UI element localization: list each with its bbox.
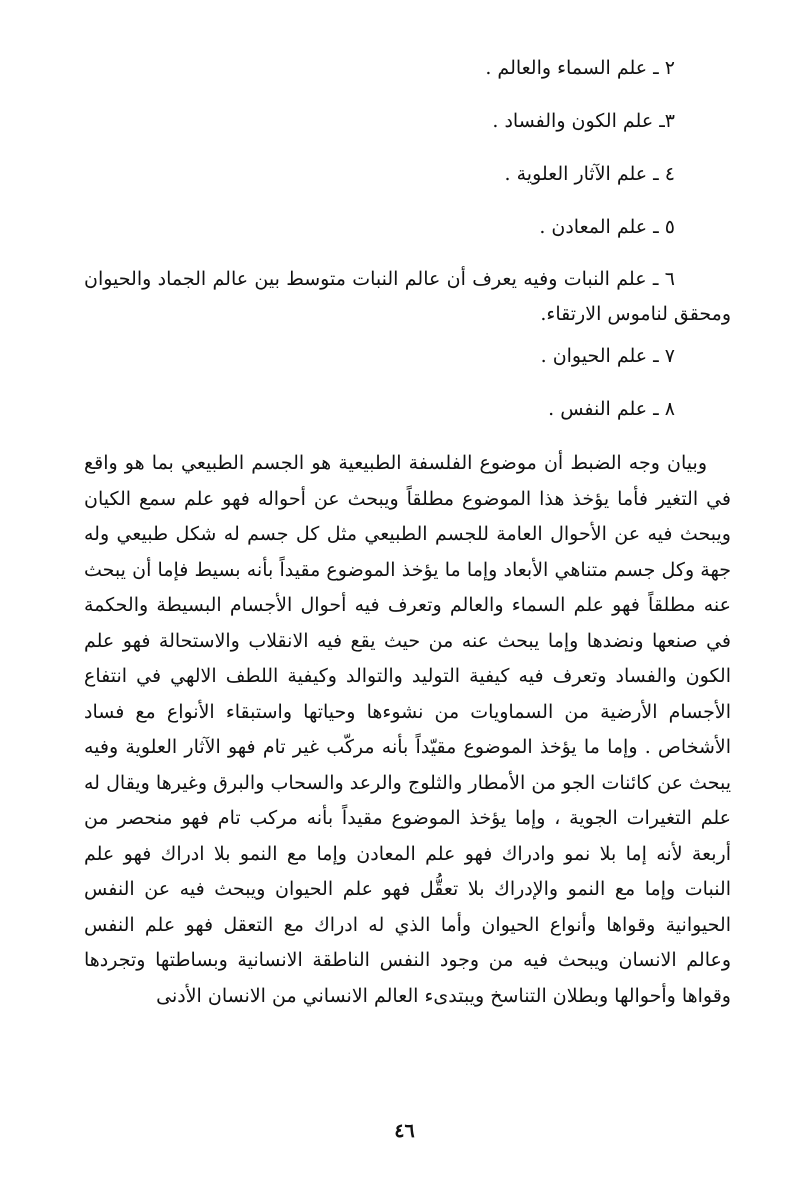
list-item: ٨ ـ علم النفس . [548,398,675,420]
list-item: ٤ ـ علم الآثار العلوية . [504,163,675,185]
list-item-botany-line1: ٦ ـ علم النبات وفيه يعرف أن عالم النبات متوسط بين عالم الجماد والحيوان [84,268,675,290]
list-item: ٧ ـ علم الحيوان . [540,345,675,367]
list-item: ٢ ـ علم السماء والعالم . [485,57,675,79]
body-paragraph: وبيان وجه الضبط أن موضوع الفلسفة الطبيعية هو الجسم الطبيعي بما هو واقع في التغير فأما يؤخذ هذا الموضوع مطلقاً ويبحث عن أحواله فهو علم سمع الكيان ويبحث فيه عن الأحوال العامة للجسم الطبيعي مثل كل جسم له شكل طبيعي وله جهة وكل جسم متناهي الأبعاد وإما ما يؤخذ الموضوع مقيداً بأنه بسيط فإما أن يبحث عنه مطلقاً فهو علم السماء والعالم وتعرف فيه أحوال الأجسام البسيطة والحكمة في صنعها ونضدها وإما يبحث عنه من حيث يقع فيه الانقلاب والاستحالة فهو علم الكون والفساد وتعرف فيه كيفية التوليد والتوالد وكيفية اللطف الالهي في انتفاع الأجسام الأرضية من السماويات من نشوءها وحياتها واستبقاء الأنواع مع فساد الأشخاص . وإما ما يؤخذ الموضوع مقيّداً بأنه مركّب غير تام فهو الآثار العلوية وفيه يبحث عن كائنات الجو من الأمطار والثلوج والرعد والسحاب والبرق وغيرها ويقال له علم التغيرات الجوية ، وإما يؤخذ الموضوع مقيداً بأنه مركب تام فهو منحصر من أربعة لأنه إما بلا نمو وادراك فهو علم المعادن وإما مع النمو بلا ادراك فهو علم النبات وإما مع النمو والإدراك بلا تعقُّل فهو علم الحيوان ويبحث فيه عن النفس الحيوانية وقواها وأنواع الحيوان وأما الذي له ادراك مع التعقل فهو علم النفس وعالم الانسان ويبحث فيه من وجود النفس الناطقة الانسانية وبساطتها وتجردها وقواها وأحوالها وبطلان التناسخ ويبتدىء العالم الانساني من الانسان الأدنى [84,452,732,1007]
list-item: ٥ ـ علم المعادن . [539,216,675,238]
page-number: ٤٦ [394,1120,415,1142]
list-item-botany [84,262,731,332]
list-item-botany-line2: ومحقق لناموس الارتقاء. [540,303,731,325]
list-item: ٣ـ علم الكون والفساد . [492,110,675,132]
page-body [84,56,731,1014]
